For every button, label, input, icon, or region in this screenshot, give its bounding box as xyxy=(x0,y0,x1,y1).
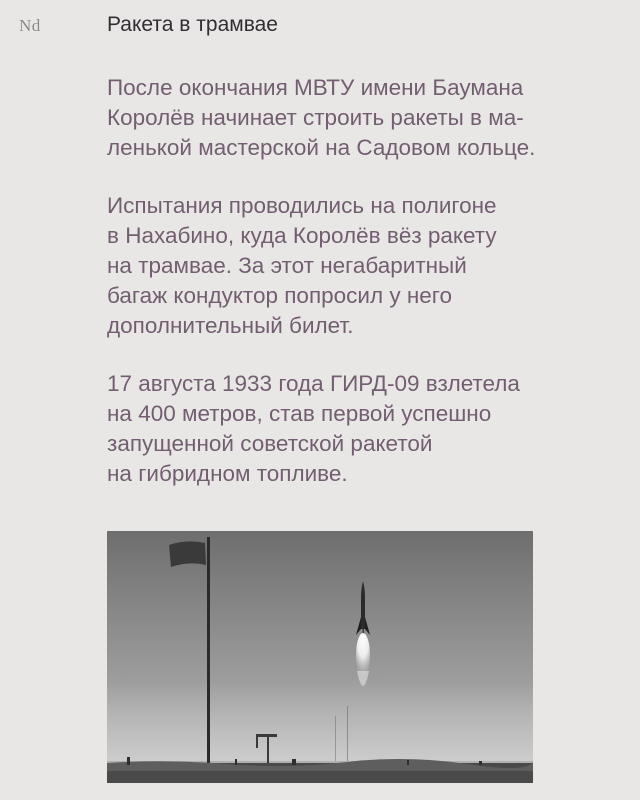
paragraph-line: После окончания МВТУ имени Баумана xyxy=(107,75,524,100)
exhaust-plume xyxy=(356,633,370,677)
paragraph-line: на 400 метров, став первой успешно xyxy=(107,401,492,426)
flagpole xyxy=(207,537,210,783)
paragraph-line: на трамвае. За этот негабаритный xyxy=(107,253,467,278)
paragraph-line: Королёв начинает строить ракеты в ма- xyxy=(107,105,524,130)
paragraph-1 xyxy=(107,73,607,163)
paragraph-line: в Нахабино, куда Королёв вёз ракету xyxy=(107,223,497,248)
article-title: Ракета в трамвае xyxy=(107,13,278,36)
rocket-launch-illustration xyxy=(107,531,533,783)
paragraph-line: Испытания проводились на полигоне xyxy=(107,193,497,218)
paragraph-2 xyxy=(107,191,607,341)
paragraph-line: 17 августа 1933 года ГИРД-09 взлетела xyxy=(107,371,520,396)
brand-logo[interactable]: Nd xyxy=(19,16,41,35)
paragraph-3 xyxy=(107,369,607,489)
paragraph-line: запущенной советской ракетой xyxy=(107,431,433,456)
paragraph-line: на гибридном топливе. xyxy=(107,461,348,486)
paragraph-line: багаж кондуктор попросил у него xyxy=(107,283,453,308)
rocket-launch-photo[interactable] xyxy=(107,531,533,783)
paragraph-line: ленькой мастерской на Садовом кольце. xyxy=(107,135,536,160)
flag-icon xyxy=(169,541,206,567)
paragraph-line: дополнительный билет. xyxy=(107,313,354,338)
